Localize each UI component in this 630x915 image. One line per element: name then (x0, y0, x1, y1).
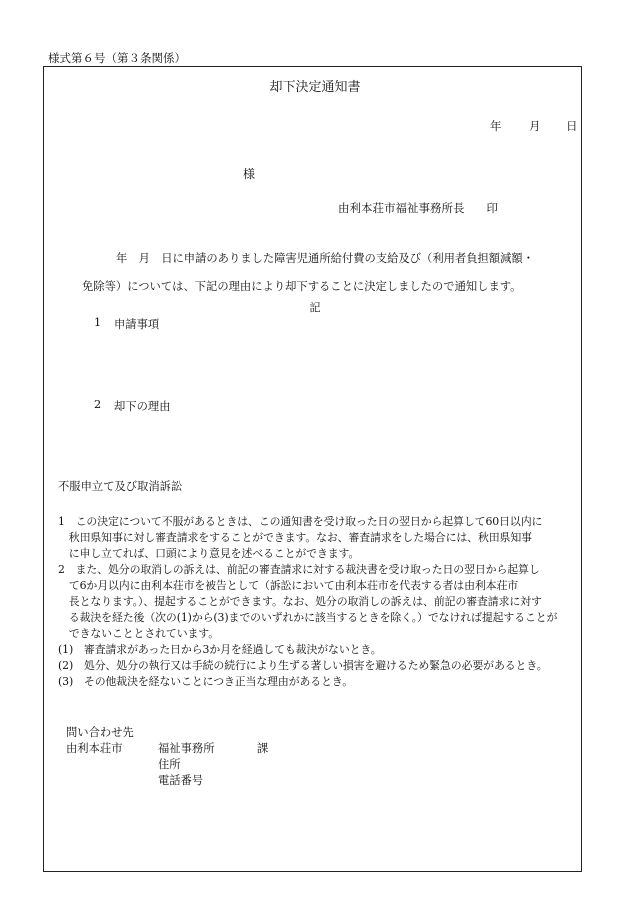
appeal-line-3: に申し立てれば、口頭により意見を述べることができます。 (58, 547, 360, 560)
appeal-line-2: 秋田県知事に対し審査請求をすることができます。なお、審査請求をした場合には、秋田県知事 (58, 531, 532, 544)
seal-mark: 印 (486, 201, 498, 215)
body-line-1: 年 月 日に申請のありました障害児通所給付費の支給及び（利用者負担額減額・ (116, 252, 534, 265)
appeal-line-9: (1) 審査請求があった日から3か月を経過しても裁決がないとき。 (58, 643, 382, 656)
document-title: 却下決定通知書 (269, 80, 361, 95)
section-reason-number: 2 (94, 398, 102, 411)
section-application-label: 申請事項 (114, 318, 160, 331)
appeal-line-4: 2 また、処分の取消しの訴えは、前記の審査請求に対する裁決書を受け取った日の翌日から起算し (58, 563, 540, 576)
form-number-label: 様式第６号（第３条関係） (48, 51, 186, 65)
appeal-line-6: 長となります。）、提起することができます。なお、処分の取消しの訴えは、前記の審査請求に対す (58, 595, 542, 608)
appeal-line-11: (3) その他裁決を経ないことにつき正当な理由があるとき。 (58, 675, 354, 688)
ki-heading: 記 (309, 301, 321, 314)
section-reason-label: 却下の理由 (114, 400, 171, 413)
appeal-line-1: 1 この決定について不服があるときは、この通知書を受け取った日の翌日から起算して60日以内に (58, 515, 543, 528)
issuer-name: 由利本荘市福祉事務所長 (338, 201, 465, 215)
appeal-line-7: る裁決を経た後（次の(1)から(3)までのいずれかに該当するときを除く。）でなければ提起することが (58, 611, 558, 624)
appeal-line-10: (2) 処分、処分の執行又は手続の続行により生ずる著しい損害を避けるため緊急の必要があるとき。 (58, 659, 548, 672)
appeal-line-5: て6か月以内に由利本荘市を被告として（訴訟において由利本荘市を代表する者は由利本荘市 (58, 579, 519, 592)
contact-heading: 問い合わせ先 (66, 726, 134, 739)
contact-office: 福祉事務所 (158, 742, 215, 755)
body-line-2: 免除等）については、下記の理由により却下することに決定しましたので通知します。 (82, 280, 522, 293)
date-day: 日 (566, 119, 578, 133)
section-application-number: 1 (94, 316, 102, 329)
document-frame (43, 66, 582, 872)
appeal-heading: 不服申立て及び取消訴訟 (58, 480, 183, 493)
issuer-line (338, 200, 498, 216)
contact-phone-label: 電話番号 (158, 774, 204, 787)
addressee-suffix: 様 (243, 167, 256, 181)
contact-city: 由利本荘市 (66, 742, 123, 755)
contact-section-suffix: 課 (257, 742, 269, 755)
date-year: 年 (490, 119, 502, 133)
appeal-line-8: できないこととされています。 (58, 627, 219, 640)
contact-address-label: 住所 (158, 758, 181, 771)
date-month: 月 (529, 119, 541, 133)
